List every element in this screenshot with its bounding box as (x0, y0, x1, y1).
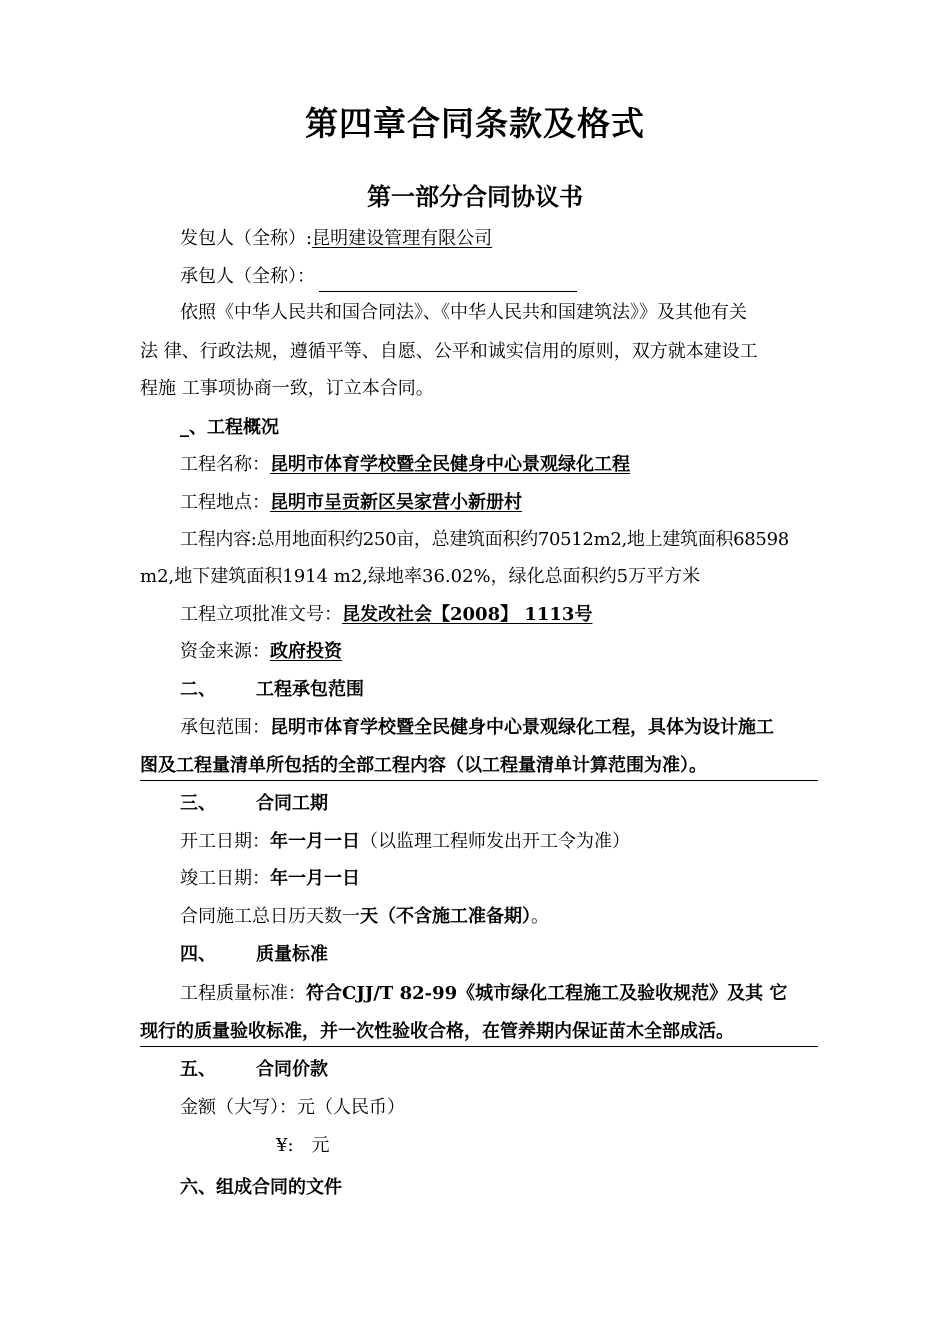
section2-title: 工程承包范围 (256, 679, 364, 700)
start-date-value: 年一月一日 (270, 831, 360, 852)
contractor-label: 承包人（全称）： (180, 266, 315, 287)
total-days-line (180, 902, 820, 932)
end-date-line (180, 864, 820, 894)
employer-value: 昆明建设管理有限公司 (312, 228, 493, 249)
project-site-value: 昆明市呈贡新区吴家营小新册村 (270, 492, 522, 513)
fund-value: 政府投资 (270, 641, 342, 662)
quality-line-1 (180, 979, 820, 1009)
quality-line-2: 现行的质量验收标准，并一次性验收合格，在管养期内保证苗木全部成活。 (140, 1021, 734, 1042)
chapter-title: 第四章合同条款及格式 (305, 104, 645, 143)
scope-label: 承包范围： (180, 717, 270, 738)
project-name-label: 工程名称： (180, 454, 270, 475)
start-date-label: 开工日期： (180, 831, 270, 852)
contractor-line (180, 262, 820, 292)
start-date-note: （以监理工程师发出开工令为准） (360, 831, 630, 852)
total-days-value: 天（不含施工准备期） (360, 906, 531, 927)
fund-line (180, 637, 820, 667)
preamble-line-1: 依照《中华人民共和国合同法》、《中华人民共和国建筑法》》及其他有关 (180, 302, 747, 323)
approval-label: 工程立项批准文号： (180, 604, 342, 625)
approval-line (180, 600, 820, 630)
section4-heading (180, 940, 820, 970)
quality-value-1: 符合CJJ/T 82-99《城市绿化工程施工及验收规范》及其 它 (306, 983, 788, 1004)
section1-heading: _、工程概况 (180, 417, 279, 438)
section3-number: 三、 (180, 793, 216, 814)
start-date-line (180, 827, 820, 857)
quality-underline-rule (140, 1046, 818, 1047)
section6-heading: 六、组成合同的文件 (180, 1177, 342, 1198)
section3-title: 合同工期 (256, 793, 328, 814)
scope-line-1 (180, 713, 820, 743)
end-date-label: 竣工日期： (180, 868, 270, 889)
employer-line (180, 224, 820, 254)
scope-underline-rule (140, 780, 818, 781)
preamble-line-2: 法 律、行政法规，遵循平等、自愿、公平和诚实信用的原则，双方就本建设工 (140, 341, 758, 362)
section4-number: 四、 (180, 944, 216, 965)
project-name-line (180, 450, 820, 480)
amount-yen-line: ¥: 元 (276, 1135, 330, 1156)
section4-title: 质量标准 (256, 944, 328, 965)
fund-label: 资金来源： (180, 641, 270, 662)
amount-words-line: 金额（大写）：元（人民币） (180, 1097, 405, 1118)
section3-heading (180, 789, 820, 819)
preamble-line-3: 程施 工事项协商一致，订立本合同。 (140, 378, 434, 399)
part-title: 第一部分合同协议书 (367, 182, 583, 211)
project-content-line-1: 工程内容:总用地面积约250亩，总建筑面积约70512m2,地上建筑面积68598 (180, 529, 789, 550)
section5-title: 合同价款 (256, 1059, 328, 1080)
project-name-value: 昆明市体育学校暨全民健身中心景观绿化工程 (270, 454, 630, 475)
scope-value-1: 昆明市体育学校暨全民健身中心景观绿化工程，具体为设计施工 (270, 717, 774, 738)
section2-number: 二、 (180, 679, 216, 700)
total-days-suffix: 。 (531, 906, 549, 927)
scope-line-2: 图及工程量清单所包括的全部工程内容（以工程量清单计算范围为准）。 (140, 755, 707, 776)
employer-label: 发包人（全称）: (180, 228, 313, 249)
total-days-prefix: 合同施工总日历天数一 (180, 906, 360, 927)
section5-number: 五、 (180, 1059, 216, 1080)
project-content-line-2: m2,地下建筑面积1914 m2,绿地率36.02%，绿化总面积约5万平方米 (140, 566, 701, 587)
quality-label: 工程质量标准： (180, 983, 306, 1004)
project-site-line (180, 488, 820, 518)
section2-heading (180, 675, 820, 705)
section5-heading (180, 1055, 820, 1085)
approval-value: 昆发改社会【2008】 1113号 (342, 604, 593, 625)
end-date-value: 年一月一日 (270, 868, 360, 889)
contractor-blank (319, 271, 577, 292)
project-site-label: 工程地点： (180, 492, 270, 513)
